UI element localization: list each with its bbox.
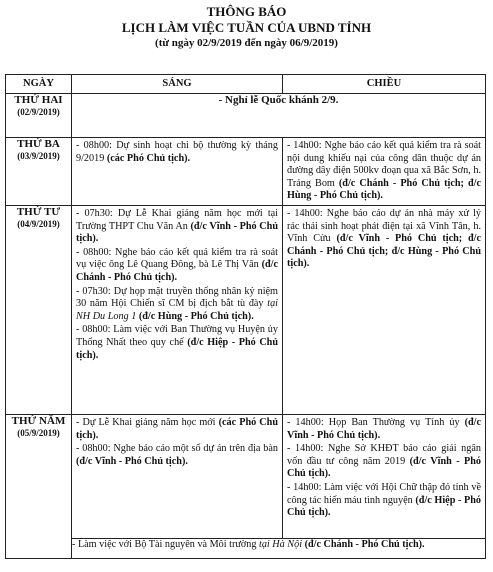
schedule-item <box>76 140 278 165</box>
schedule-item <box>287 208 481 271</box>
schedule-table <box>5 74 486 559</box>
schedule-item <box>287 417 481 442</box>
schedule-item <box>76 286 278 324</box>
date-range: (từ ngày 02/9/2019 đến ngày 06/9/2019) <box>155 37 338 49</box>
table-row-wednesday <box>6 205 486 414</box>
item-attendees: (đ/c Chánh - Phó Chủ tịch; đ/c Hùng - Phó Chủ tịch). <box>287 177 482 202</box>
afternoon-cell <box>283 205 486 414</box>
schedule-item <box>287 140 481 203</box>
full-day-note <box>72 538 486 558</box>
table-row-tuesday <box>6 138 486 206</box>
header-row <box>6 75 486 94</box>
item-text: - Làm việc với Bộ Tài nguyên và Môi trường <box>72 538 259 550</box>
day-cell-tuesday <box>6 138 72 206</box>
item-attendees: (các Phó Chủ tịch). <box>76 416 279 441</box>
item-text: - 07h30: Dự Lễ Khai giảng năm học mới tại Trường THPT Chu Văn An <box>76 207 278 232</box>
item-attendees: (đ/c Vĩnh - Phó Chủ tịch). <box>287 455 482 480</box>
schedule-item <box>287 443 481 481</box>
item-attendees: (đ/c Vĩnh - Phó Chủ tịch; đ/c Chánh - Phó Chủ tịch; đ/c Hùng - Phó Chủ tịch). <box>287 233 481 270</box>
morning-cell <box>72 414 283 538</box>
item-text: - 14h00: Nghe báo cáo dự án nhà máy xử lý rác thải sinh hoạt phát điện tại xã Vĩnh Tân, h. Vĩnh Cửu <box>287 207 481 245</box>
item-text: - 14h00: Nghe Sở KHĐT báo cáo giải ngân vốn đầu tư công năm 2019 <box>287 443 481 467</box>
item-text: - 08h00: Làm việc với Ban Thường vụ Huyện ủy Thống Nhất theo quy chế <box>76 324 278 348</box>
item-attendees: (đ/c Chánh - Phó Chủ tịch). <box>302 538 425 550</box>
column-header-morning: SÁNG <box>72 75 283 94</box>
item-text: - 08h00: Dự sinh hoạt chi bộ thường kỳ tháng 9/2019 <box>76 140 278 164</box>
column-header-day: NGÀY <box>6 75 72 94</box>
day-name: THỨ HAI <box>14 94 63 106</box>
item-attendees: (đ/c Hiệp - Phó Chủ tịch). <box>76 336 279 361</box>
day-date: (03/9/2019) <box>17 151 60 161</box>
day-name: THỨ NĂM <box>11 414 66 427</box>
schedule-item <box>76 324 278 362</box>
item-text: - 07h30: Dự họp mặt truyền thống nhân kỷ niệm 30 năm Hội Chiến sĩ CM bị địch bắt tù đày <box>76 285 278 310</box>
afternoon-cell <box>283 138 486 206</box>
item-location: tại Hà Nội <box>259 538 303 550</box>
item-attendees: (đ/c Vĩnh - Phó Chủ tịch). <box>287 416 481 441</box>
table-row-monday <box>6 94 486 138</box>
day-date: (04/9/2019) <box>17 218 60 229</box>
item-attendees: (đ/c Chánh - Phó Chủ tịch). <box>76 259 278 283</box>
schedule-item <box>76 443 278 468</box>
item-attendees: (đ/c Hiệp - Phó Chủ tịch). <box>287 494 481 519</box>
afternoon-cell <box>283 414 486 538</box>
day-cell-monday <box>6 94 72 138</box>
day-date: (05/9/2019) <box>17 427 60 438</box>
item-text: - 14h00: Họp Ban Thường vụ Tỉnh ủy <box>287 416 465 428</box>
column-header-afternoon: CHIỀU <box>283 75 486 94</box>
holiday-cell: - Nghỉ lễ Quốc khánh 2/9. <box>72 94 486 138</box>
item-text: - Dự Lễ Khai giảng năm học mới <box>76 416 219 428</box>
item-attendees: (đ/c Vĩnh - Phó Chủ tịch). <box>76 220 278 245</box>
document-header <box>0 0 493 50</box>
item-text: - 14h00: Nghe báo cáo kết quả kiểm tra rà soát nội dung khiếu nại của công dân thuộc dự án đường dây điện 500kv đoạn qua xã Bắc Sơn, h. Trảng Bom <box>287 140 481 189</box>
schedule-item <box>287 482 481 520</box>
item-text: - 08h00: Nghe báo cáo một số dự án trên địa bàn <box>76 443 278 455</box>
table-row-thursday-note <box>6 538 486 558</box>
morning-cell <box>72 138 283 206</box>
day-name: THỨ TƯ <box>16 205 61 218</box>
day-date: (02/9/2019) <box>17 107 60 117</box>
table-row-thursday <box>6 414 486 538</box>
day-cell-wednesday <box>6 205 72 414</box>
morning-cell <box>72 205 283 414</box>
schedule-item <box>76 417 278 442</box>
item-text: - 08h00: Nghe báo cáo kết quả kiểm tra rà soát vụ việc ông Lê Quang Đông, bà Lê Thị Vân <box>76 246 278 271</box>
item-attendees: (các Phó Chủ tịch). <box>106 152 191 164</box>
day-name: THỨ BA <box>17 138 60 150</box>
item-text: - 14h00: Làm việc với Hội Chữ thập đỏ tỉnh về công tác hiến máu tình nguyện <box>287 481 481 506</box>
schedule-item <box>76 208 278 246</box>
schedule-item <box>76 247 278 285</box>
notice-title: THÔNG BÁO <box>206 4 287 19</box>
item-attendees: (đ/c Vĩnh - Phó Chủ tịch). <box>76 455 188 467</box>
schedule-subtitle: LỊCH LÀM VIỆC TUẦN CỦA UBND TỈNH <box>121 20 372 35</box>
item-location: tại NH Du Long 1 <box>76 298 278 322</box>
day-cell-thursday <box>6 414 72 558</box>
item-attendees: (đ/c Hùng - Phó Chủ tịch). <box>136 310 254 322</box>
